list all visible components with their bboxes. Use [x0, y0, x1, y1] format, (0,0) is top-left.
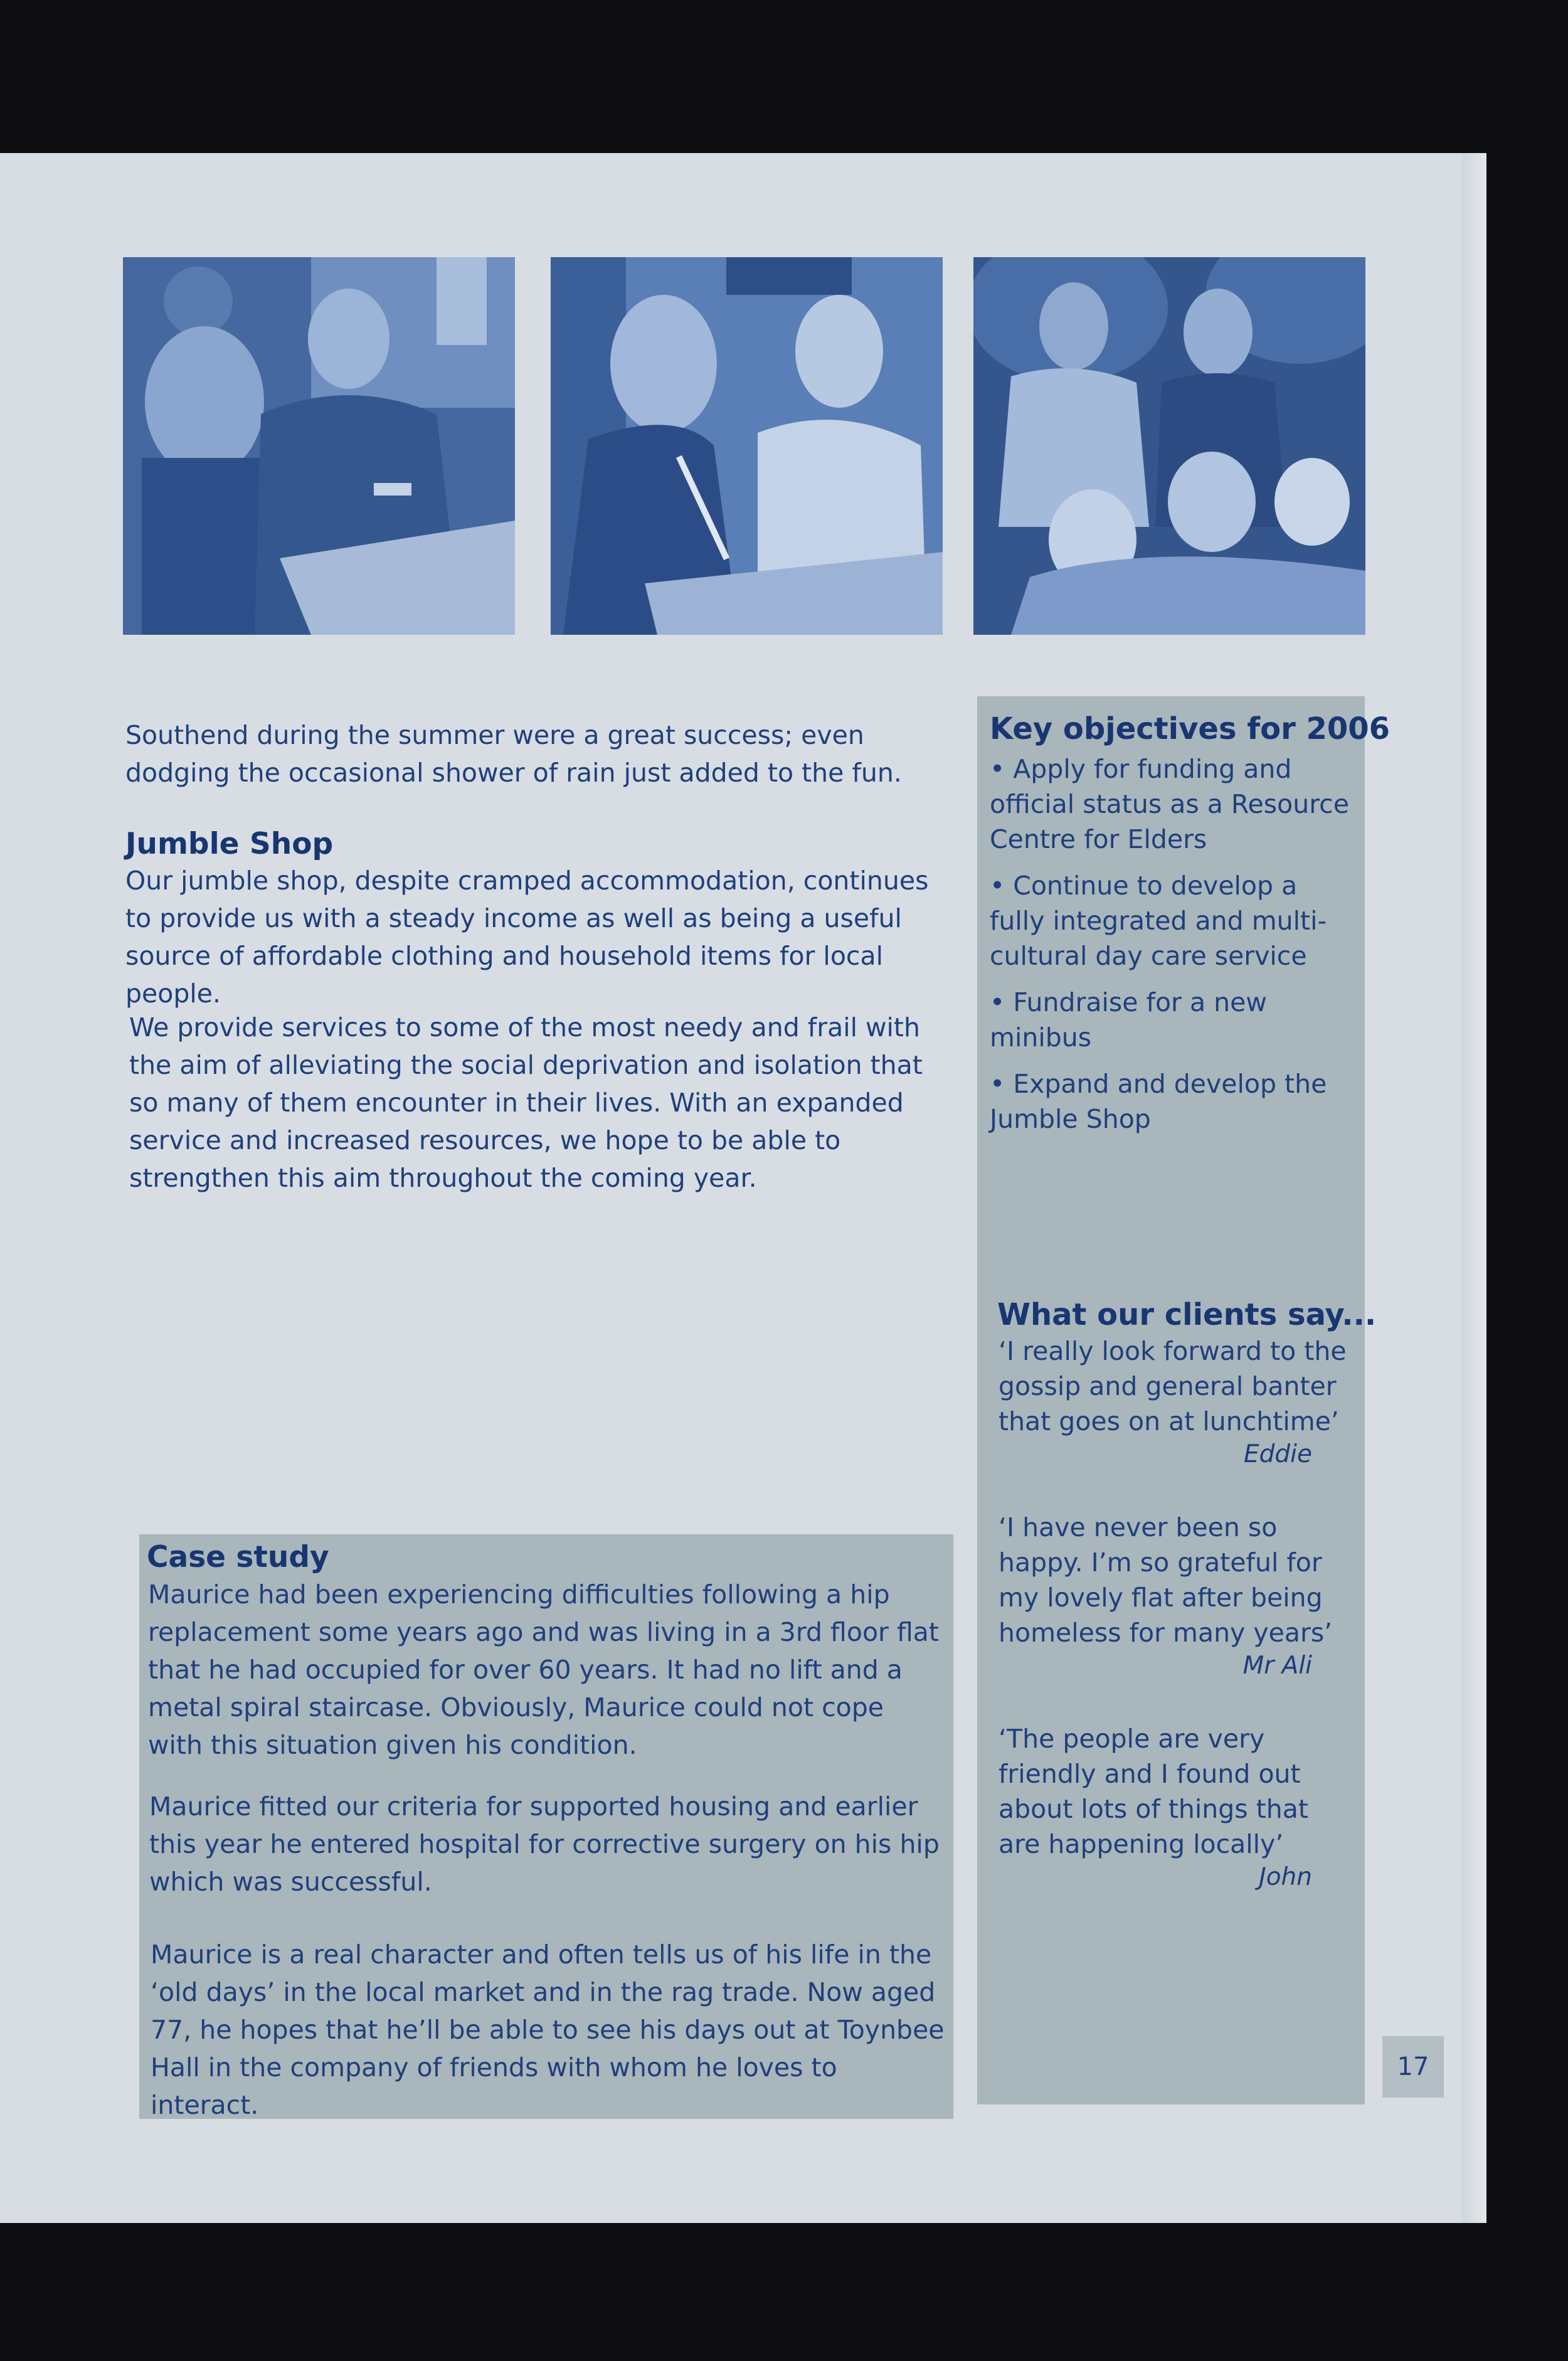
objective-item: • Fundraise for a new minibus [990, 987, 1267, 1053]
client-quote [999, 1510, 1357, 1680]
page-edge [1461, 153, 1486, 2223]
photo-painting-class [551, 257, 943, 635]
quote-text: ‘I have never been so happy. I’m so grateful for my lovely flat after being homeless for many years’ [999, 1512, 1333, 1648]
client-quotes [999, 1334, 1357, 1891]
quote-attribution: Eddie [1244, 1440, 1312, 1468]
quote-text: ‘The people are very friendly and I found out about lots of things that are happening locally’ [999, 1724, 1308, 1859]
quote-attribution: Mr Ali [1242, 1652, 1312, 1680]
case-study-paragraph-3: Maurice is a real character and often tells us of his life in the ‘old days’ in the local market and in the rag trade. Now aged 77, he hopes that he’ll be able to see his days out at Toynbee Hall in the company of friends with whom he loves to interact. [151, 1939, 945, 2120]
quote-text: ‘I really look forward to the gossip and general banter that goes on at lunchtime’ [999, 1336, 1347, 1436]
case-study-paragraph-1: Maurice had been experiencing difficulties following a hip replacement some years ago and was living in a 3rd floor flat that he had occupied for over 60 years. It had no lift and a metal spiral staircase. Obviously, Maurice could not cope with this situation given his condition. [148, 1579, 939, 1760]
photo-painting-group [123, 257, 515, 635]
objectives-heading: Key objectives for 2006 [990, 711, 1391, 746]
objective-item: • Continue to develop a fully integrated and multi-cultural day care service [990, 871, 1327, 971]
page-number: 17 [1382, 2036, 1444, 2098]
objective-item: • Apply for funding and official status as a Resource Centre for Elders [990, 754, 1349, 854]
intro-paragraph: Southend during the summer were a great success; even dodging the occasional shower of rain just added to the fun. [125, 720, 902, 788]
photo-elders-group [973, 257, 1365, 635]
services-paragraph: We provide services to some of the most needy and frail with the aim of alleviating the social deprivation and isolation that so many of them encounter in their lives. With an expanded service and increased resources, we hope to be able to strengthen this aim throughout the coming year. [129, 1012, 923, 1193]
client-quote [999, 1334, 1357, 1468]
case-study-paragraph-2: Maurice fitted our criteria for supported housing and earlier this year he entered hospital for corrective surgery on his hip which was successful. [149, 1791, 940, 1897]
jumble-shop-heading: Jumble Shop [125, 827, 334, 861]
objective-item: • Expand and develop the Jumble Shop [990, 1069, 1327, 1134]
jumble-shop-paragraph: Our jumble shop, despite cramped accommodation, continues to provide us with a steady income as well as being a useful source of affordable clothing and household items for local people. [125, 866, 929, 1009]
case-study-heading: Case study [147, 1540, 329, 1574]
client-quote [999, 1721, 1357, 1891]
clients-heading: What our clients say... [997, 1297, 1377, 1332]
quote-attribution: John [1259, 1863, 1312, 1891]
objectives-list [990, 751, 1353, 1148]
